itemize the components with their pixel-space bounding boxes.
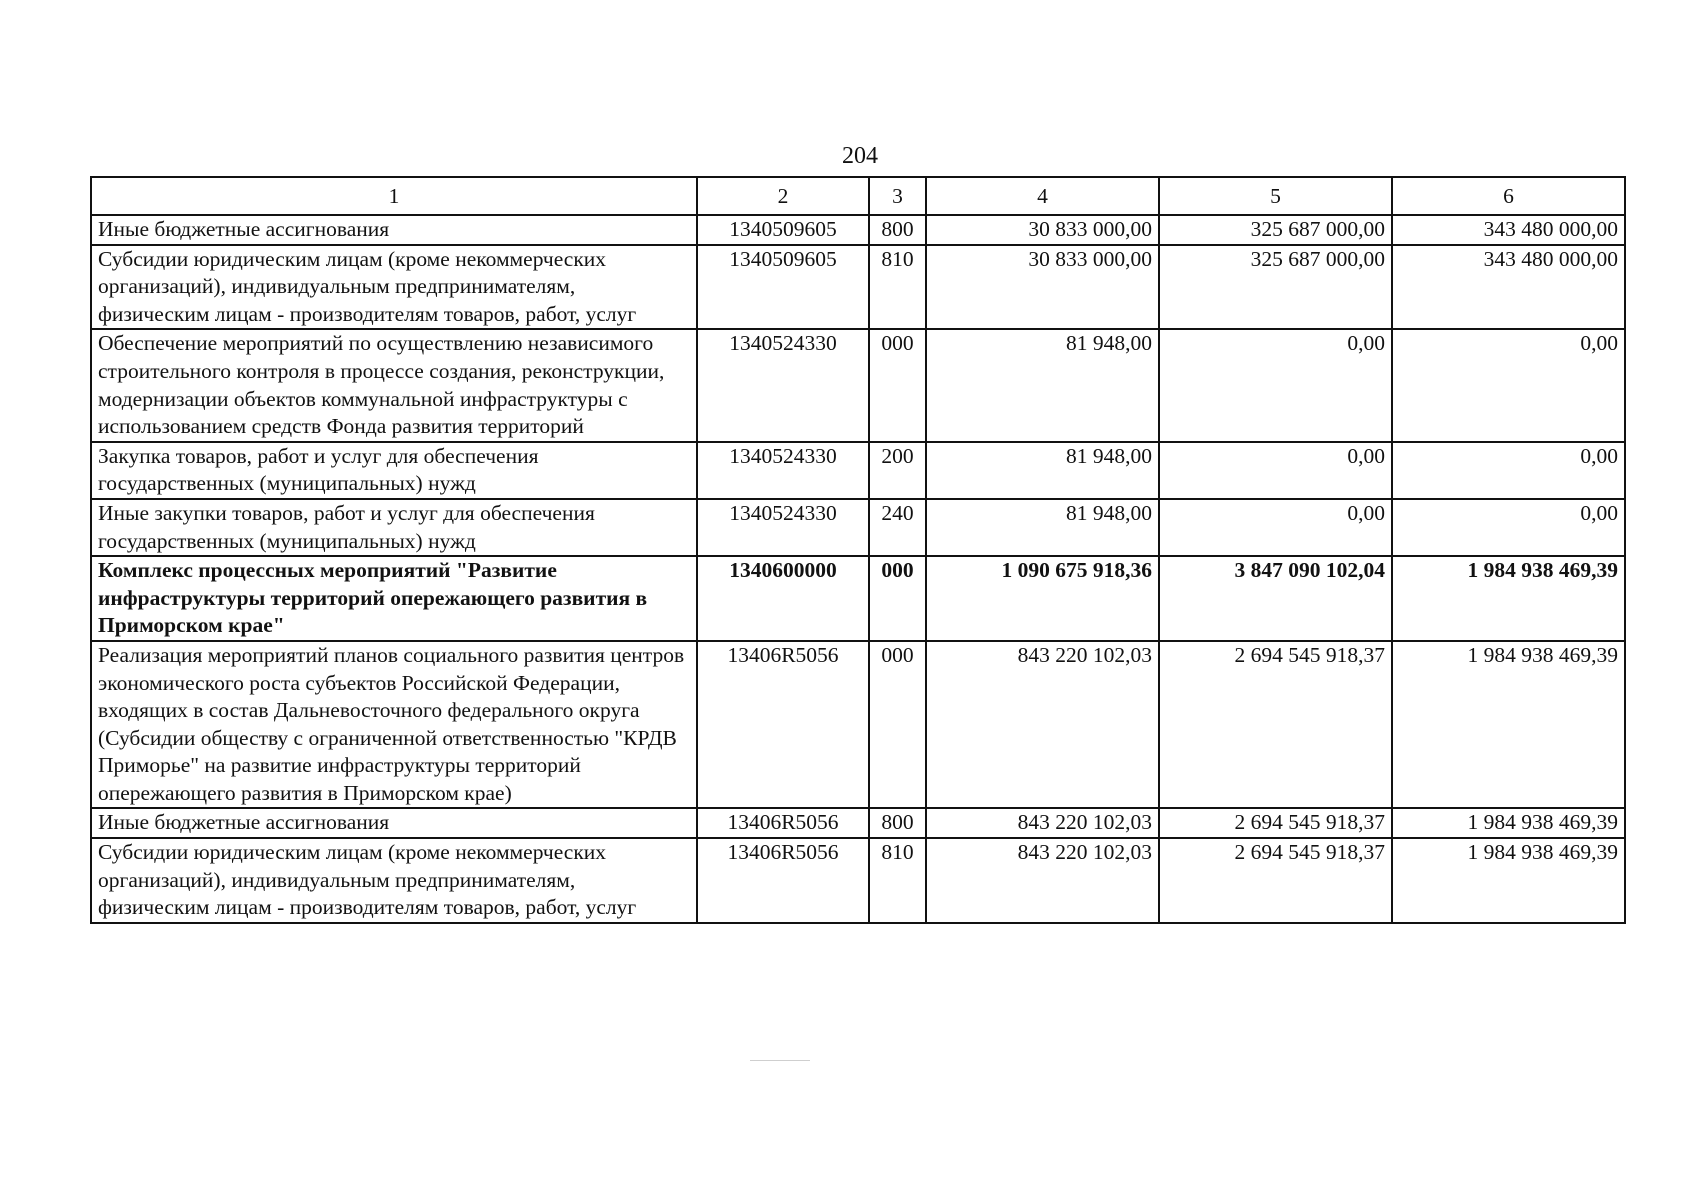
row-description: Закупка товаров, работ и услуг для обеспечения государственных (муниципальных) нужд bbox=[91, 442, 697, 499]
row-description: Субсидии юридическим лицам (кроме некоммерческих организаций), индивидуальным предпринимателям, физическим лицам - производителям товаров, работ, услуг bbox=[91, 838, 697, 923]
row-amount-col-6: 343 480 000,00 bbox=[1392, 215, 1625, 245]
row-target-code: 1340524330 bbox=[697, 329, 869, 441]
row-expense-type: 800 bbox=[869, 808, 926, 838]
row-description: Иные бюджетные ассигнования bbox=[91, 808, 697, 838]
row-amount-col-5: 325 687 000,00 bbox=[1159, 245, 1392, 330]
table-header-row bbox=[91, 177, 1625, 215]
table-row bbox=[91, 838, 1625, 923]
header-col-4: 4 bbox=[926, 177, 1159, 215]
row-amount-col-6: 343 480 000,00 bbox=[1392, 245, 1625, 330]
row-target-code: 13406R5056 bbox=[697, 808, 869, 838]
row-amount-col-5: 2 694 545 918,37 bbox=[1159, 641, 1392, 809]
row-target-code: 1340509605 bbox=[697, 215, 869, 245]
page-number: 204 bbox=[842, 143, 878, 169]
row-amount-col-5: 2 694 545 918,37 bbox=[1159, 838, 1392, 923]
row-amount-col-5: 0,00 bbox=[1159, 329, 1392, 441]
row-target-code: 1340509605 bbox=[697, 245, 869, 330]
row-description: Иные бюджетные ассигнования bbox=[91, 215, 697, 245]
row-expense-type: 000 bbox=[869, 641, 926, 809]
table-row bbox=[91, 442, 1625, 499]
table-row bbox=[91, 245, 1625, 330]
row-expense-type: 000 bbox=[869, 329, 926, 441]
row-amount-col-5: 0,00 bbox=[1159, 499, 1392, 556]
row-amount-col-5: 2 694 545 918,37 bbox=[1159, 808, 1392, 838]
row-expense-type: 810 bbox=[869, 245, 926, 330]
header-col-6: 6 bbox=[1392, 177, 1625, 215]
row-amount-col-5: 0,00 bbox=[1159, 442, 1392, 499]
row-target-code: 1340600000 bbox=[697, 556, 869, 641]
row-amount-col-6: 0,00 bbox=[1392, 442, 1625, 499]
row-amount-col-6: 1 984 938 469,39 bbox=[1392, 641, 1625, 809]
row-target-code: 1340524330 bbox=[697, 442, 869, 499]
row-target-code: 13406R5056 bbox=[697, 838, 869, 923]
row-amount-col-6: 1 984 938 469,39 bbox=[1392, 808, 1625, 838]
row-amount-col-6: 0,00 bbox=[1392, 329, 1625, 441]
row-amount-col-6: 1 984 938 469,39 bbox=[1392, 838, 1625, 923]
row-amount-col-5: 325 687 000,00 bbox=[1159, 215, 1392, 245]
budget-table bbox=[90, 176, 1626, 924]
row-amount-col-4: 843 220 102,03 bbox=[926, 838, 1159, 923]
row-amount-col-6: 0,00 bbox=[1392, 499, 1625, 556]
row-description: Субсидии юридическим лицам (кроме некоммерческих организаций), индивидуальным предпринимателям, физическим лицам - производителям товаров, работ, услуг bbox=[91, 245, 697, 330]
row-expense-type: 200 bbox=[869, 442, 926, 499]
row-amount-col-4: 30 833 000,00 bbox=[926, 215, 1159, 245]
row-expense-type: 000 bbox=[869, 556, 926, 641]
table-row bbox=[91, 808, 1625, 838]
row-amount-col-6: 1 984 938 469,39 bbox=[1392, 556, 1625, 641]
row-description: Обеспечение мероприятий по осуществлению независимого строительного контроля в процессе создания, реконструкции, модернизации объектов коммунальной инфраструктуры с использованием средств Фонда развития территорий bbox=[91, 329, 697, 441]
table-row bbox=[91, 215, 1625, 245]
row-amount-col-4: 81 948,00 bbox=[926, 499, 1159, 556]
row-description: Реализация мероприятий планов социального развития центров экономического роста субъектов Российской Федерации, входящих в состав Дальневосточного федерального округа (Субсидии обществу с ограниченной ответственностью "КРДВ Приморье" на развитие инфраструктуры территорий опережающего развития в Приморском крае) bbox=[91, 641, 697, 809]
row-target-code: 13406R5056 bbox=[697, 641, 869, 809]
table-row bbox=[91, 499, 1625, 556]
row-amount-col-4: 30 833 000,00 bbox=[926, 245, 1159, 330]
row-expense-type: 800 bbox=[869, 215, 926, 245]
row-target-code: 1340524330 bbox=[697, 499, 869, 556]
scan-artifact-line bbox=[750, 1060, 810, 1061]
header-col-2: 2 bbox=[697, 177, 869, 215]
header-col-1: 1 bbox=[91, 177, 697, 215]
row-amount-col-4: 843 220 102,03 bbox=[926, 641, 1159, 809]
row-amount-col-4: 843 220 102,03 bbox=[926, 808, 1159, 838]
table-row-subtotal bbox=[91, 556, 1625, 641]
row-expense-type: 810 bbox=[869, 838, 926, 923]
header-col-3: 3 bbox=[869, 177, 926, 215]
table-row bbox=[91, 329, 1625, 441]
row-amount-col-4: 81 948,00 bbox=[926, 442, 1159, 499]
row-amount-col-5: 3 847 090 102,04 bbox=[1159, 556, 1392, 641]
row-description: Иные закупки товаров, работ и услуг для обеспечения государственных (муниципальных) нужд bbox=[91, 499, 697, 556]
header-col-5: 5 bbox=[1159, 177, 1392, 215]
row-amount-col-4: 81 948,00 bbox=[926, 329, 1159, 441]
row-amount-col-4: 1 090 675 918,36 bbox=[926, 556, 1159, 641]
row-expense-type: 240 bbox=[869, 499, 926, 556]
row-description: Комплекс процессных мероприятий "Развитие инфраструктуры территорий опережающего развития в Приморском крае" bbox=[91, 556, 697, 641]
table-row bbox=[91, 641, 1625, 809]
